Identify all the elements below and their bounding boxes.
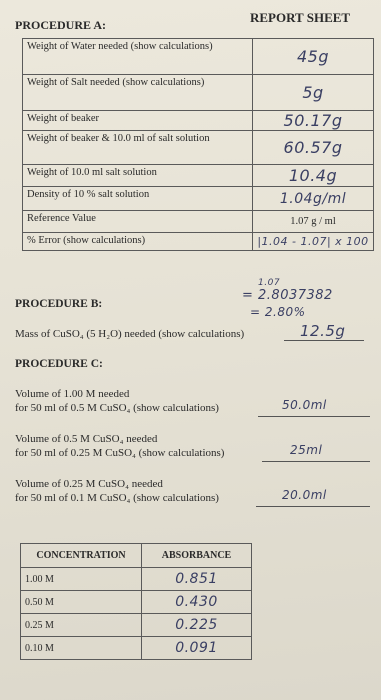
absorbance-cell: 0.091 xyxy=(142,637,252,660)
table-row xyxy=(21,568,252,591)
concentration-cell: 0.25 M xyxy=(21,614,142,637)
procedure-b-title: PROCEDURE B: xyxy=(15,298,103,310)
concentration-cell: 1.00 M xyxy=(21,568,142,591)
table-header-row xyxy=(21,544,252,568)
table-row xyxy=(23,211,374,233)
row-value: 5g xyxy=(253,75,374,111)
absorbance-table xyxy=(20,543,252,660)
error-result-percent: = 2.80% xyxy=(250,305,306,319)
concentration-cell: 0.10 M xyxy=(21,637,142,660)
column-header-absorbance: ABSORBANCE xyxy=(142,544,252,568)
table-row xyxy=(21,591,252,614)
row-value: |1.04 - 1.07| x 100 xyxy=(253,233,374,251)
row-value: 45g xyxy=(253,39,374,75)
volume-2-label-line1: Volume of 0.5 M CuSO₄ needed xyxy=(15,433,158,445)
row-label: Weight of beaker xyxy=(23,111,253,131)
row-label: Weight of 10.0 ml salt solution xyxy=(23,165,253,187)
row-value: 1.04g/ml xyxy=(253,187,374,211)
report-title: REPORT SHEET xyxy=(250,10,351,25)
procedure-c-title: PROCEDURE C: xyxy=(15,358,103,370)
row-value: 60.57g xyxy=(253,131,374,165)
table-row xyxy=(23,131,374,165)
absorbance-cell: 0.430 xyxy=(142,591,252,614)
absorbance-cell: 0.851 xyxy=(142,568,252,591)
error-result-raw: = 2.8037382 xyxy=(242,288,333,303)
row-label: Density of 10 % salt solution xyxy=(23,187,253,211)
procedure-a-title: PROCEDURE A: xyxy=(15,18,107,32)
row-label: Reference Value xyxy=(23,211,253,233)
volume-3-value: 20.0ml xyxy=(282,488,327,502)
table-row xyxy=(23,111,374,131)
volume-1-value: 50.0ml xyxy=(282,398,327,412)
procedure-b-mass-value: 12.5g xyxy=(300,322,346,340)
concentration-cell: 0.50 M xyxy=(21,591,142,614)
table-row xyxy=(23,187,374,211)
row-value: 1.07 g / ml xyxy=(253,211,374,233)
procedure-b-mass-label: Mass of CuSO₄ (5 H₂O) needed (show calculations) xyxy=(15,328,245,340)
table-row xyxy=(23,233,374,251)
volume-1-label-line2: for 50 ml of 0.5 M CuSO₄ (show calculations) xyxy=(15,402,219,414)
column-header-concentration: CONCENTRATION xyxy=(21,544,142,568)
table-row xyxy=(23,165,374,187)
row-label: % Error (show calculations) xyxy=(23,233,253,251)
row-label: Weight of beaker & 10.0 ml of salt solution xyxy=(23,131,253,165)
row-value: 50.17g xyxy=(253,111,374,131)
error-denominator: 1.07 xyxy=(258,278,281,288)
volume-2-label-line2: for 50 ml of 0.25 M CuSO₄ (show calculations) xyxy=(15,447,225,459)
procedure-a-table xyxy=(22,38,374,251)
table-row xyxy=(21,614,252,637)
volume-2-value: 25ml xyxy=(290,443,323,457)
table-row xyxy=(21,637,252,660)
row-label: Weight of Salt needed (show calculations) xyxy=(23,75,253,111)
absorbance-cell: 0.225 xyxy=(142,614,252,637)
volume-1-label-line1: Volume of 1.00 M needed xyxy=(15,388,130,400)
volume-3-label-line2: for 50 ml of 0.1 M CuSO₄ (show calculations) xyxy=(15,492,219,504)
table-row xyxy=(23,75,374,111)
row-value: 10.4g xyxy=(253,165,374,187)
volume-3-label-line1: Volume of 0.25 M CuSO₄ needed xyxy=(15,478,163,490)
row-label: Weight of Water needed (show calculations) xyxy=(23,39,253,75)
table-row xyxy=(23,39,374,75)
